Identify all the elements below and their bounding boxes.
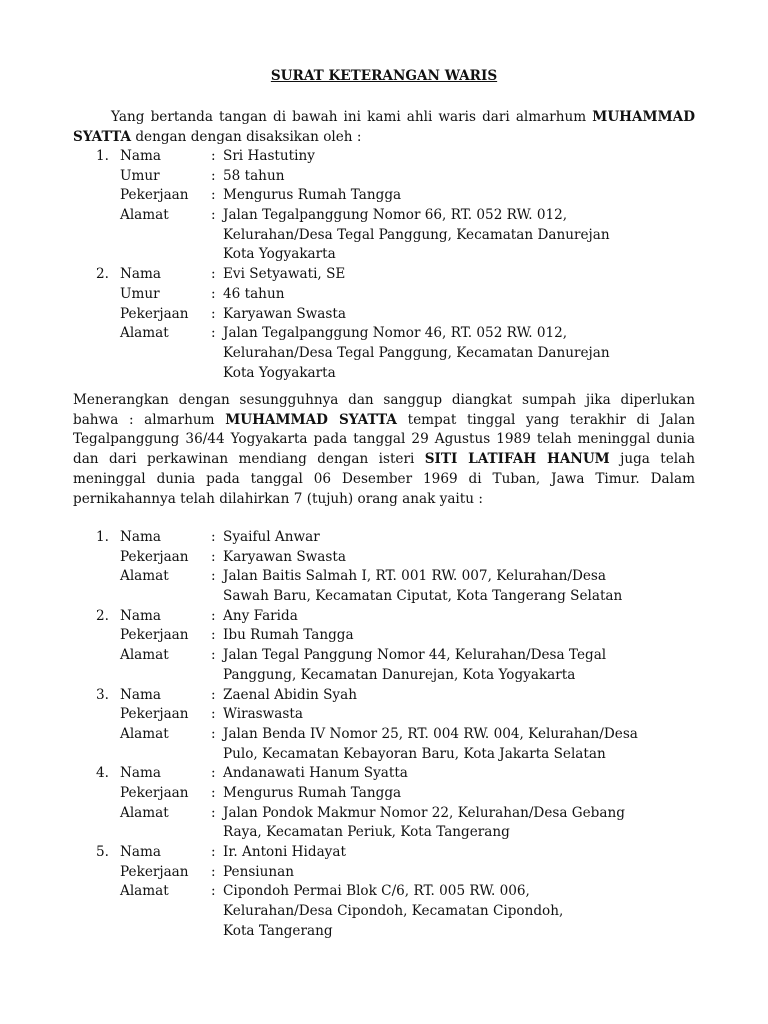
field-row [0, 147, 768, 167]
field-label: Alamat [120, 725, 169, 742]
document-title: SURAT KETERANGAN WARIS [270, 68, 498, 84]
field-label: Alamat [120, 325, 169, 342]
field-value: 46 tahun [223, 285, 285, 302]
field-row [0, 764, 768, 784]
field-value: Kota Yogyakarta [223, 364, 336, 381]
field-label: Alamat [120, 804, 169, 821]
field-row [0, 922, 768, 942]
field-colon: : [211, 568, 216, 585]
field-value: Kelurahan/Desa Cipondoh, Kecamatan Cipondoh, [223, 903, 564, 920]
field-value: Jalan Tegalpanggung Nomor 66, RT. 052 RW. 012, [223, 207, 568, 224]
field-colon: : [211, 148, 216, 164]
field-value: Cipondoh Permai Blok C/6, RT. 005 RW. 006, [223, 883, 530, 900]
field-value: Syaiful Anwar [223, 529, 320, 545]
field-value: Mengurus Rumah Tangga [223, 187, 402, 204]
field-label: Nama [120, 148, 161, 164]
field-value: Sawah Baru, Kecamatan Ciputat, Kota Tangerang Selatan [223, 588, 623, 605]
field-value: Raya, Kecamatan Periuk, Kota Tangerang [223, 824, 510, 841]
field-row [0, 823, 768, 843]
field-row [0, 364, 768, 384]
field-row [0, 567, 768, 587]
field-colon: : [211, 784, 216, 801]
field-row [0, 902, 768, 922]
field-value: Jalan Tegal Panggung Nomor 44, Kelurahan/Desa Tegal [223, 647, 607, 664]
witness-entry [0, 147, 768, 265]
intro-text-after: dengan dengan disaksikan oleh : [131, 128, 362, 145]
deceased-name: MUHAMMAD SYATTA [225, 411, 397, 428]
field-row [0, 607, 768, 627]
field-row [0, 206, 768, 226]
field-value: Any Farida [223, 607, 298, 624]
field-label: Nama [120, 765, 161, 782]
field-row [0, 548, 768, 568]
field-value: Ir. Antoni Hidayat [223, 844, 346, 860]
field-row [0, 686, 768, 706]
field-label: Umur [120, 285, 160, 302]
field-label: Pekerjaan [120, 627, 189, 644]
field-value: Kota Yogyakarta [223, 246, 336, 263]
statement-paragraph [73, 391, 695, 509]
child-entry [0, 607, 768, 686]
field-value: Evi Setyawati, SE [223, 266, 346, 283]
field-value: Karyawan Swasta [223, 548, 346, 565]
field-colon: : [211, 266, 216, 283]
item-number: 4. [96, 765, 109, 782]
field-colon: : [211, 529, 216, 545]
field-value: Wiraswasta [223, 706, 303, 723]
field-value: Panggung, Kecamatan Danurejan, Kota Yogyakarta [223, 666, 576, 683]
field-row [0, 784, 768, 804]
field-label: Pekerjaan [120, 863, 189, 880]
field-row [0, 705, 768, 725]
field-colon: : [211, 706, 216, 723]
field-row [0, 305, 768, 325]
item-number: 5. [96, 844, 109, 860]
field-colon: : [211, 647, 216, 664]
field-value: Zaenal Abidin Syah [223, 686, 357, 703]
field-label: Nama [120, 529, 161, 545]
field-label: Pekerjaan [120, 548, 189, 565]
field-value: Jalan Tegalpanggung Nomor 46, RT. 052 RW. 012, [223, 325, 568, 342]
field-value: Mengurus Rumah Tangga [223, 784, 402, 801]
item-number: 2. [96, 607, 109, 624]
field-value: 58 tahun [223, 167, 285, 184]
statement-part-3: juga telah meninggal dunia pada tanggal 06 Desember 1969 di Tuban, Jawa Timur. Dalam pernikahannya telah dilahirkan 7 (tujuh) orang anak yaitu : [73, 451, 695, 507]
field-label: Pekerjaan [120, 305, 189, 322]
field-colon: : [211, 863, 216, 880]
item-number: 1. [96, 529, 109, 545]
field-label: Alamat [120, 883, 169, 900]
deceased-name: MUHAMMAD SYATTA [73, 109, 695, 145]
field-value: Kelurahan/Desa Tegal Panggung, Kecamatan Danurejan [223, 344, 610, 361]
field-colon: : [211, 325, 216, 342]
field-value: Pulo, Kecamatan Kebayoran Baru, Kota Jakarta Selatan [223, 745, 606, 762]
field-row [0, 226, 768, 246]
field-row [0, 186, 768, 206]
field-value: Ibu Rumah Tangga [223, 627, 354, 644]
item-number: 1. [96, 148, 109, 164]
field-colon: : [211, 804, 216, 821]
field-row [0, 528, 768, 548]
children-list [0, 528, 768, 941]
witness-list [0, 147, 768, 383]
field-colon: : [211, 765, 216, 782]
field-colon: : [211, 207, 216, 224]
field-row [0, 245, 768, 265]
field-value: Pensiunan [223, 863, 295, 880]
field-value: Sri Hastutiny [223, 148, 315, 164]
field-row [0, 324, 768, 344]
spouse-name: SITI LATIFAH HANUM [424, 451, 610, 468]
field-value: Jalan Baitis Salmah I, RT. 001 RW. 007, Kelurahan/Desa [223, 568, 606, 585]
field-label: Pekerjaan [120, 187, 189, 204]
field-value: Jalan Benda IV Nomor 25, RT. 004 RW. 004, Kelurahan/Desa [223, 725, 638, 742]
field-row [0, 646, 768, 666]
field-colon: : [211, 725, 216, 742]
field-label: Nama [120, 607, 161, 624]
field-label: Nama [120, 844, 161, 860]
statement-part-2: tempat tinggal yang terakhir di Jalan Tegalpanggung 36/44 Yogyakarta pada tanggal 29 Agustus 1989 telah meninggal dunia dan dari perkawinan mendiang dengan isteri [73, 411, 695, 468]
child-entry [0, 686, 768, 765]
field-value: Jalan Pondok Makmur Nomor 22, Kelurahan/Desa Gebang [223, 804, 625, 821]
field-value: Andanawati Hanum Syatta [223, 765, 408, 782]
field-label: Pekerjaan [120, 706, 189, 723]
field-label: Nama [120, 266, 161, 283]
field-label: Alamat [120, 207, 169, 224]
child-entry [0, 764, 768, 843]
field-colon: : [211, 686, 216, 703]
item-number: 2. [96, 266, 109, 283]
intro-text-before: Yang bertanda tangan di bawah ini kami ahli waris dari almarhum [111, 109, 593, 125]
field-label: Umur [120, 167, 160, 184]
field-colon: : [211, 607, 216, 624]
field-colon: : [211, 844, 216, 860]
field-label: Alamat [120, 647, 169, 664]
field-row [0, 265, 768, 285]
field-value: Kota Tangerang [223, 922, 333, 939]
field-row [0, 666, 768, 686]
field-colon: : [211, 167, 216, 184]
field-row [0, 285, 768, 305]
field-row [0, 863, 768, 883]
field-row [0, 344, 768, 364]
field-colon: : [211, 883, 216, 900]
field-row [0, 587, 768, 607]
field-colon: : [211, 305, 216, 322]
field-row [0, 745, 768, 765]
field-colon: : [211, 627, 216, 644]
field-row [0, 626, 768, 646]
field-value: Kelurahan/Desa Tegal Panggung, Kecamatan Danurejan [223, 226, 610, 243]
field-row [0, 725, 768, 745]
item-number: 3. [96, 686, 109, 703]
child-entry [0, 528, 768, 607]
field-label: Alamat [120, 568, 169, 585]
statement-part-1: Menerangkan dengan sesungguhnya dan sanggup diangkat sumpah jika diperlukan bahwa : almarhum [73, 392, 695, 428]
child-entry [0, 843, 768, 941]
witness-entry [0, 265, 768, 383]
field-row [0, 804, 768, 824]
field-colon: : [211, 285, 216, 302]
field-row [0, 167, 768, 187]
field-label: Nama [120, 686, 161, 703]
field-label: Pekerjaan [120, 784, 189, 801]
field-colon: : [211, 548, 216, 565]
intro-paragraph [73, 108, 695, 147]
field-value: Karyawan Swasta [223, 305, 346, 322]
field-row [0, 843, 768, 863]
field-colon: : [211, 187, 216, 204]
field-row [0, 882, 768, 902]
